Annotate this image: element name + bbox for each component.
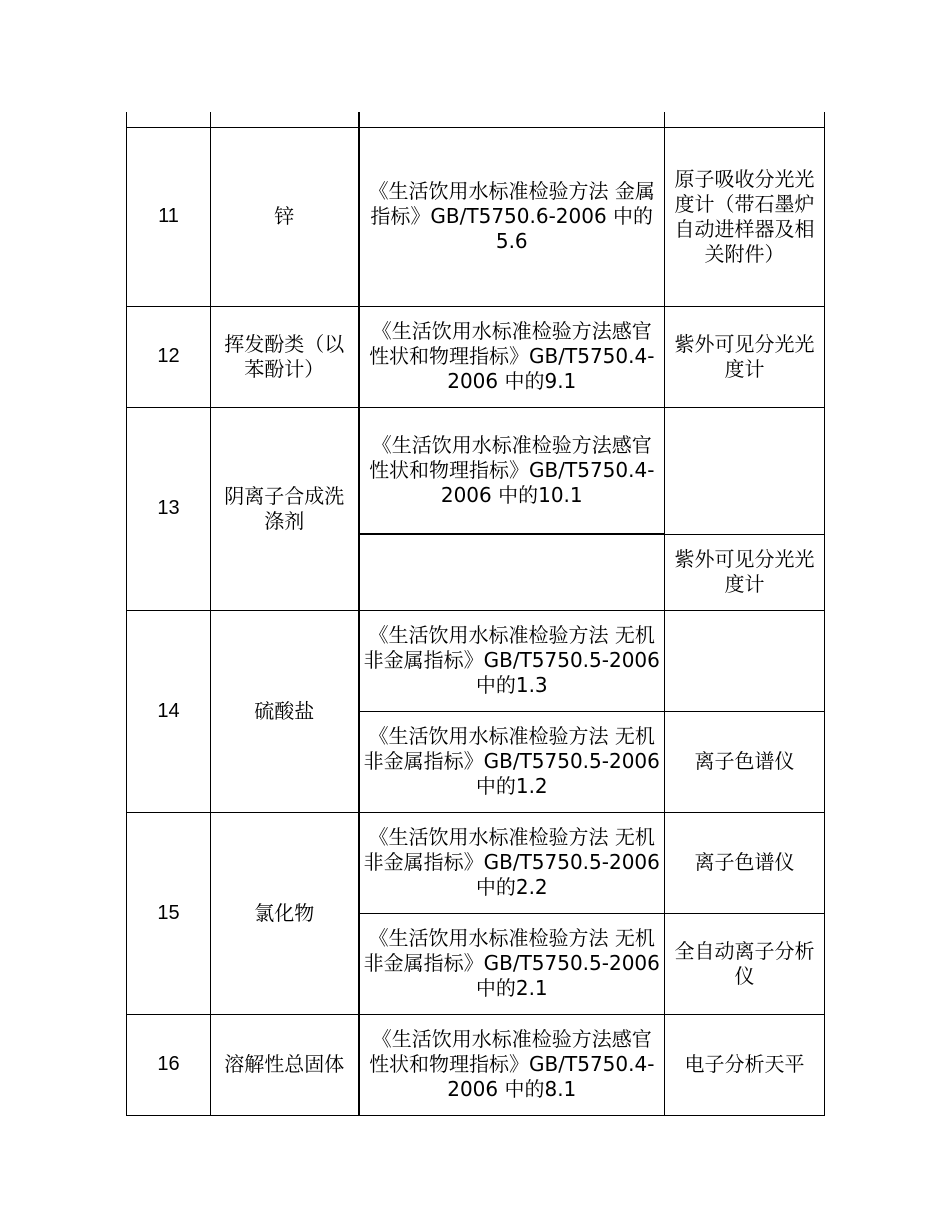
item-name: 溶解性总固体 bbox=[211, 1014, 359, 1115]
test-method: 《生活饮用水标准检验方法 无机非金属指标》GB/T5750.5-2006 中的2.2 bbox=[359, 812, 665, 913]
test-method: 《生活饮用水标准检验方法 无机非金属指标》GB/T5750.5-2006 中的1.3 bbox=[359, 610, 665, 711]
instrument: 全自动离子分析仪 bbox=[665, 913, 825, 1014]
test-method: 《生活饮用水标准检验方法 金属指标》GB/T5750.6-2006 中的5.6 bbox=[359, 127, 665, 306]
table-cell bbox=[359, 112, 665, 127]
table-cell bbox=[127, 112, 211, 127]
table-cell bbox=[211, 112, 359, 127]
item-name: 挥发酚类（以苯酚计） bbox=[211, 306, 359, 407]
instrument bbox=[665, 610, 825, 711]
item-name: 锌 bbox=[211, 127, 359, 306]
item-name: 硫酸盐 bbox=[211, 610, 359, 812]
item-number: 12 bbox=[127, 306, 211, 407]
table-row bbox=[127, 1014, 825, 1115]
instrument: 原子吸收分光光度计（带石墨炉自动进样器及相关附件） bbox=[665, 127, 825, 306]
table-row bbox=[127, 306, 825, 407]
item-number: 16 bbox=[127, 1014, 211, 1115]
table-row bbox=[127, 610, 825, 711]
item-number: 14 bbox=[127, 610, 211, 812]
test-method: 《生活饮用水标准检验方法感官性状和物理指标》GB/T5750.4-2006 中的8.1 bbox=[359, 1014, 665, 1115]
table-row bbox=[127, 812, 825, 913]
item-name: 氯化物 bbox=[211, 812, 359, 1014]
table-row bbox=[127, 407, 825, 534]
instrument: 紫外可见分光光度计 bbox=[665, 306, 825, 407]
method-table bbox=[126, 112, 825, 1116]
test-method: 《生活饮用水标准检验方法 无机非金属指标》GB/T5750.5-2006 中的2.1 bbox=[359, 913, 665, 1014]
item-number: 11 bbox=[127, 127, 211, 306]
item-name: 阴离子合成洗涤剂 bbox=[211, 407, 359, 610]
table-row-continuation bbox=[127, 112, 825, 127]
table-cell bbox=[665, 112, 825, 127]
instrument: 紫外可见分光光度计 bbox=[665, 534, 825, 610]
test-method: 《生活饮用水标准检验方法感官性状和物理指标》GB/T5750.4-2006 中的10.1 bbox=[359, 407, 665, 534]
instrument bbox=[665, 407, 825, 534]
test-method: 《生活饮用水标准检验方法感官性状和物理指标》GB/T5750.4-2006 中的9.1 bbox=[359, 306, 665, 407]
test-method: 《生活饮用水标准检验方法 无机非金属指标》GB/T5750.5-2006 中的1.2 bbox=[359, 711, 665, 812]
instrument: 电子分析天平 bbox=[665, 1014, 825, 1115]
item-number: 13 bbox=[127, 407, 211, 610]
instrument: 离子色谱仪 bbox=[665, 812, 825, 913]
table-row bbox=[127, 127, 825, 306]
item-number: 15 bbox=[127, 812, 211, 1014]
test-method bbox=[359, 534, 665, 610]
instrument: 离子色谱仪 bbox=[665, 711, 825, 812]
